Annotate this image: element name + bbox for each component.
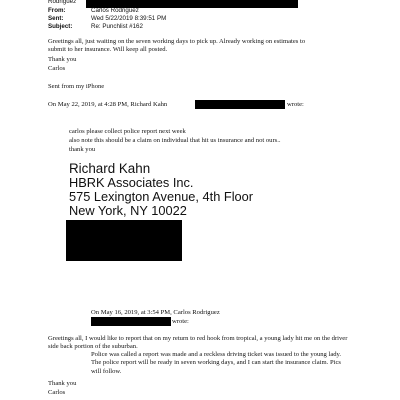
quote2-wrote: wrote: <box>172 318 189 325</box>
reply-line-1: Greetings all, just waiting on the seven working days to pick up. Already working on estimates to <box>48 38 306 45</box>
quote2-intro: On May 16, 2019, at 3:54 PM, Carlos Rodriguez <box>91 309 220 316</box>
quote1-line-2: also note this should be a claim on individual that hit us insurance and not ours.. <box>69 137 281 144</box>
redaction-block <box>66 220 182 261</box>
quote1-line-1: carlos please collect police report next week <box>69 128 186 135</box>
quote2-paragraph-1: Greetings all, I would like to report that on my return to red hook from tropical, a young lady hit me on the driver side back portion of the suburban. <box>48 335 348 351</box>
quote1-intro: On May 22, 2019, at 4:28 PM, Richard Kahn <box>48 101 168 108</box>
sent-label: Sent: <box>48 15 64 22</box>
subject-label: Subject: <box>48 23 73 30</box>
signature-city: New York, NY 10022 <box>69 203 187 218</box>
signature-name: Richard Kahn <box>69 161 151 176</box>
from-value: Carlos Rodriguez <box>91 7 139 14</box>
reply-name: Carlos <box>48 65 66 72</box>
signature-company: HBRK Associates Inc. <box>69 175 194 190</box>
reply-thanks: Thank you <box>48 56 77 63</box>
redaction-bar <box>195 100 285 109</box>
subject-value: Re: Punchlist #162 <box>91 23 143 30</box>
sent-from-line: Sent from my iPhone <box>48 83 105 90</box>
redaction-bar <box>91 317 171 326</box>
quote1-wrote: wrote: <box>287 101 304 108</box>
quote2-thanks: Thank you <box>48 380 77 387</box>
quote2-paragraph-2: Police was called a report was made and a reckless driving ticket was issued to the young lady. The police report will be ready in seven working days, and I can start the insurance claim. Pics will follow. <box>91 351 342 375</box>
signature-address: 575 Lexington Avenue, 4th Floor <box>69 189 254 204</box>
sent-value: Wed 5/22/2019 8:39:51 PM <box>91 15 167 22</box>
from-label: From: <box>48 7 66 14</box>
reply-line-2: submit to her insurance. Will keep all posted. <box>48 46 168 53</box>
quote1-thanks: thank you <box>69 146 96 153</box>
header-from-partial: Rodriguez <box>48 0 77 5</box>
quote2-name: Carlos <box>48 389 66 396</box>
